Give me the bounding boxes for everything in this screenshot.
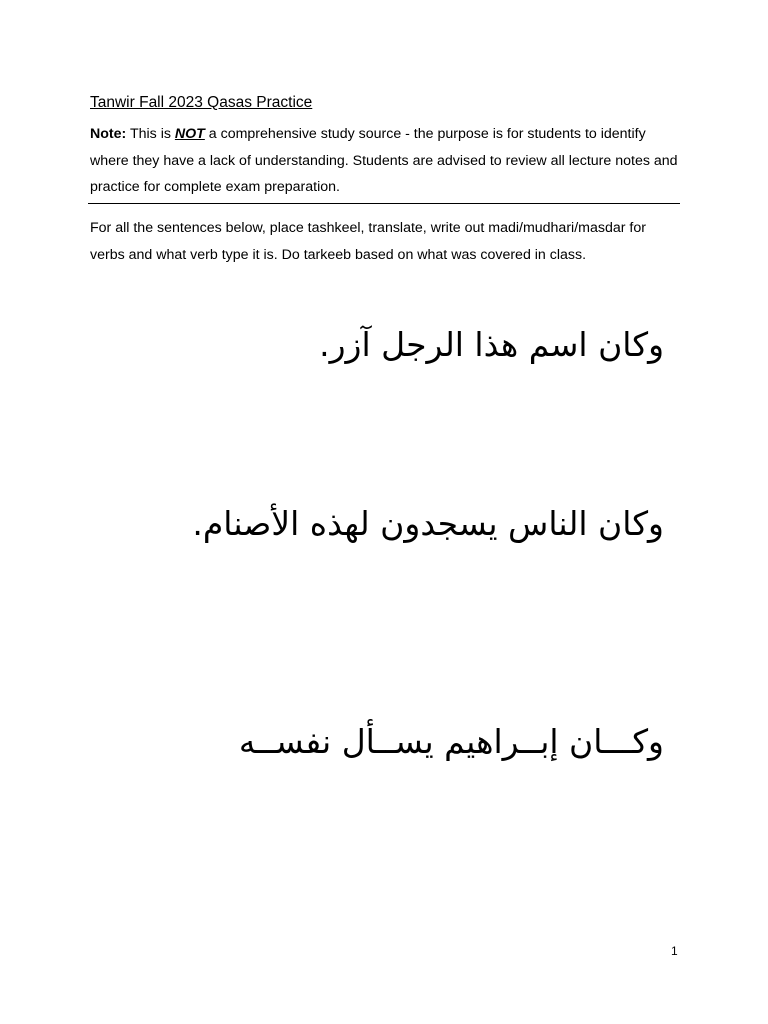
note-label: Note: <box>90 126 127 142</box>
note-paragraph <box>90 121 680 201</box>
instructions-paragraph: For all the sentences below, place tashkeel, translate, write out madi/mudhari/masdar for verbs and what verb type it is. Do tarkeeb based on what was covered in class. <box>90 220 646 263</box>
note-text-before: This is <box>126 126 175 142</box>
arabic-sentence-3: وكـــان إبــراهيم يســأل نفســه <box>238 722 664 761</box>
section-divider <box>88 203 680 204</box>
arabic-sentence-2: وكان الناس يسجدون لهذه الأصنام. <box>192 504 664 543</box>
document-title: Tanwir Fall 2023 Qasas Practice <box>90 94 313 111</box>
arabic-sentence-1: وكان اسم هذا الرجل آزر. <box>319 325 664 364</box>
note-emphasis: NOT <box>174 126 205 142</box>
note-text-after: a comprehensive study source - the purpose is for students to identify where they have a lack of understanding. Students are advised to review all lecture notes and practice for complete exam preparation. <box>90 126 678 195</box>
page-number: 1 <box>671 944 678 958</box>
